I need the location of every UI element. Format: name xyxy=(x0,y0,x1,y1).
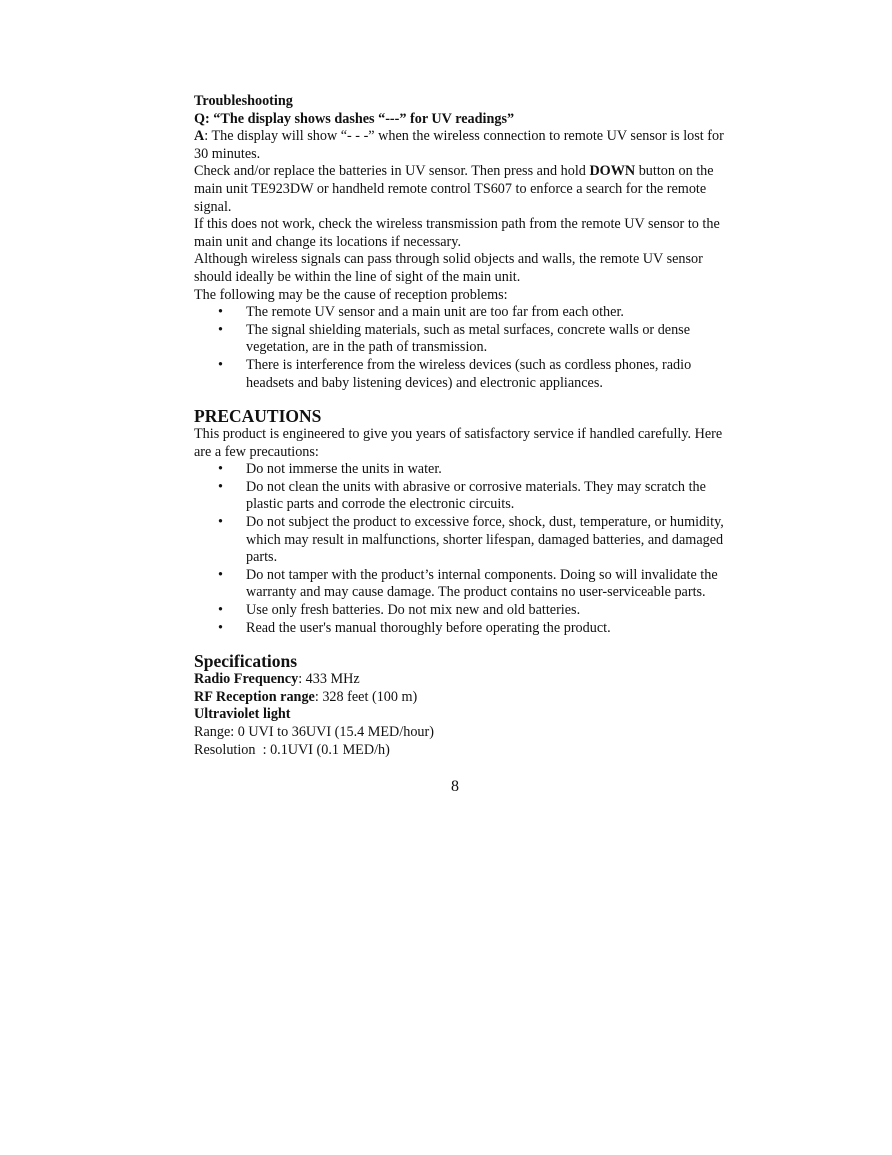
causes-list xyxy=(194,304,724,392)
list-item: • The signal shielding materials, such as metal surfaces, concrete walls or dense vegetation, are in the path of transmission. xyxy=(194,322,724,357)
line-of-sight-paragraph: Although wireless signals can pass through solid objects and walls, the remote UV sensor should ideally be within the line of sight of the main unit. xyxy=(194,251,703,285)
radio-frequency-value: : 433 MHz xyxy=(298,671,360,688)
specifications-section xyxy=(194,651,724,759)
precautions-list xyxy=(194,461,724,637)
troubleshooting-heading: Troubleshooting xyxy=(194,93,293,109)
precautions-section xyxy=(194,406,724,637)
radio-frequency-label: Radio Frequency xyxy=(194,671,299,688)
answer-text: : The display will show “- - -” when the wireless connection to remote UV sensor is lost for 30 minutes. xyxy=(194,128,724,162)
check-post: button on the main unit TE923DW or handheld remote control TS607 to enforce a search for the remote signal. xyxy=(194,163,714,215)
list-item: • The remote UV sensor and a main unit are too far from each other. xyxy=(194,304,724,322)
page-content xyxy=(194,93,724,759)
list-item: • There is interference from the wireless devices (such as cordless phones, radio headsets and baby listening devices) and electronic appliances. xyxy=(194,357,724,392)
list-item: • Do not subject the product to excessive force, shock, dust, temperature, or humidity, which may result in malfunctions, shorter lifespan, damaged batteries, and damaged parts. xyxy=(194,514,724,567)
causes-intro: The following may be the cause of reception problems: xyxy=(194,286,508,303)
list-item: • Do not tamper with the product’s internal components. Doing so will invalidate the warranty and may cause damage. The product contains no user-serviceable parts. xyxy=(194,567,724,602)
list-item: • Do not clean the units with abrasive or corrosive materials. They may scratch the plastic parts and corrode the electronic circuits. xyxy=(194,479,724,514)
uv-range: Range: 0 UVI to 36UVI (15.4 MED/hour) xyxy=(194,724,434,740)
transmission-path-paragraph: If this does not work, check the wireless transmission path from the remote UV sensor to the main unit and change its locations if necessary. xyxy=(194,216,720,250)
page-number: 8 xyxy=(451,778,459,795)
rf-range-value: : 328 feet (100 m) xyxy=(314,688,418,705)
list-item: • Use only fresh batteries. Do not mix new and old batteries. xyxy=(194,602,724,620)
precautions-heading: PRECAUTIONS xyxy=(194,406,322,427)
troubleshooting-section xyxy=(194,93,724,392)
rf-range-row xyxy=(194,689,724,707)
check-pre: Check and/or replace the batteries in UV sensor. Then press and hold xyxy=(194,163,590,180)
answer-label: A xyxy=(194,128,205,145)
precautions-intro: This product is engineered to give you years of satisfactory service if handled carefully. Here are a few precautions: xyxy=(194,426,723,460)
troubleshooting-answer xyxy=(194,128,724,163)
down-button-ref: DOWN xyxy=(589,163,636,180)
troubleshooting-question: Q: “The display shows dashes “---” for UV readings” xyxy=(194,110,515,127)
rf-range-label: RF Reception range xyxy=(194,688,315,705)
radio-frequency-row xyxy=(194,671,724,689)
list-item: • Do not immerse the units in water. xyxy=(194,461,724,479)
check-batteries-paragraph xyxy=(194,163,724,216)
list-item: • Read the user's manual thoroughly before operating the product. xyxy=(194,620,724,638)
specifications-heading: Specifications xyxy=(194,651,298,672)
uv-heading: Ultraviolet light xyxy=(194,706,291,723)
uv-resolution: Resolution : 0.1UVI (0.1 MED/h) xyxy=(194,741,390,758)
